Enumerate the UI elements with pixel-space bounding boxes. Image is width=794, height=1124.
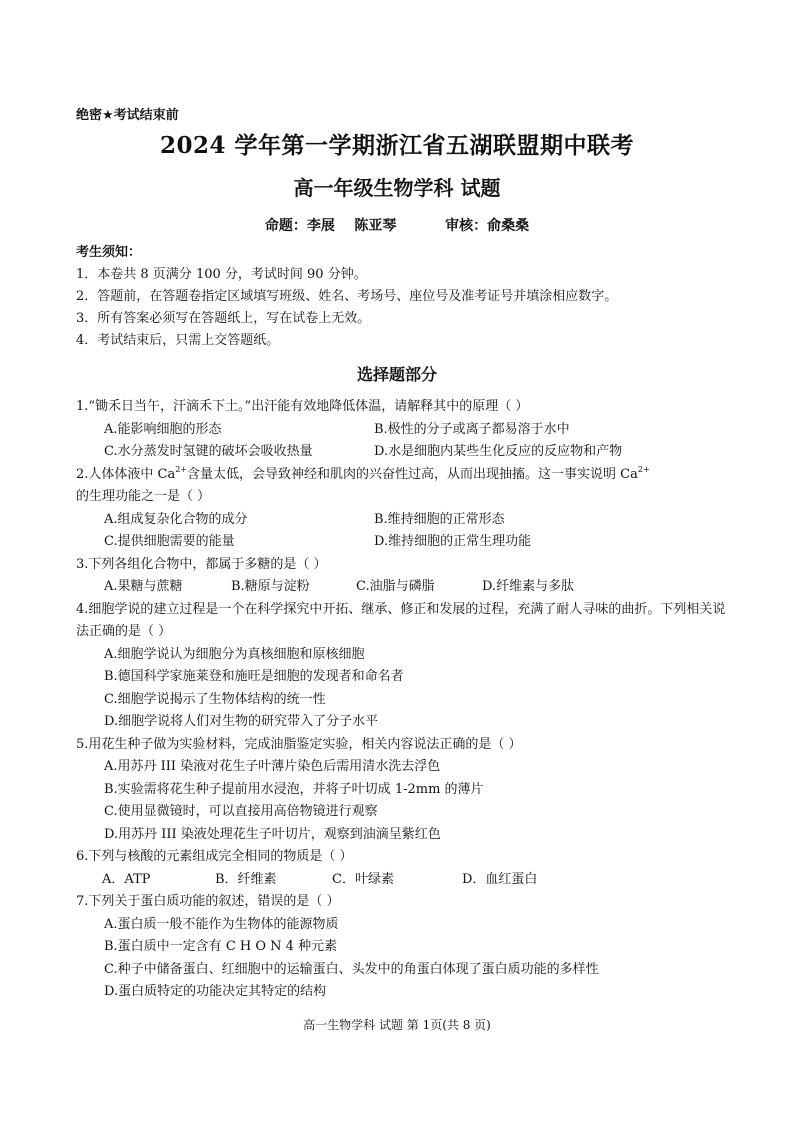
option-c: C.提供细胞需要的能量 <box>104 534 235 549</box>
option-d: D.水是细胞内某些生化反应的反应物和产物 <box>374 444 623 459</box>
page-footer: 高一生物学科 试题 第 1页(共 8 页) <box>303 1018 491 1032</box>
stem-part: 2.人体体液中 Ca <box>76 466 176 482</box>
notice-block <box>76 242 726 352</box>
exam-title: 2024 学年第一学期浙江省五湖联盟期中联考 <box>159 132 635 159</box>
stem-part: 的生理功能之一是（ ） <box>76 489 211 504</box>
question-list <box>76 396 726 1004</box>
superscript: 2+ <box>175 464 188 474</box>
option-c: C．叶绿素 <box>332 871 394 887</box>
notice-item: 2．答题前，在答题卷指定区域填写班级、姓名、考场号、座位号及准考证号并填涂相应数字。 <box>76 289 618 304</box>
question-6 <box>76 846 726 891</box>
option-c: C.细胞学说揭示了生物体结构的统一性 <box>104 691 326 707</box>
confidential-label: 绝密★考试结束前 <box>76 108 179 123</box>
question-4 <box>76 599 726 734</box>
question-stem <box>76 464 726 509</box>
option-b: B.维持细胞的正常形态 <box>374 511 505 527</box>
notice-item: 1．本卷共 8 页满分 100 分，考试时间 90 分钟。 <box>76 267 367 282</box>
question-7 <box>76 891 726 1004</box>
option-c: C.油脂与磷脂 <box>356 579 435 594</box>
question-stem: 3.下列各组化合物中，都属于多糖的是（ ） <box>76 556 327 572</box>
option-c: C.使用显微镜时，可以直接用高倍物镜进行观察 <box>104 804 378 819</box>
option-a: A.组成复杂化合物的成分 <box>104 511 248 527</box>
question-stem: 1.“锄禾日当午，汗滴禾下土。”出汗能有效地降低体温，请解释其中的原理（ ） <box>76 399 529 414</box>
option-c: C.水分蒸发时氢键的破坏会吸收热量 <box>104 444 313 459</box>
question-stem: 7.下列关于蛋白质功能的叙述，错误的是（ ） <box>76 894 340 909</box>
notice-item: 4．考试结束后，只需上交答题纸。 <box>76 333 280 348</box>
option-c: C.种子中储备蛋白、红细胞中的运输蛋白、头发中的角蛋白体现了蛋白质功能的多样性 <box>104 961 599 977</box>
section-title: 选择题部分 <box>356 365 437 384</box>
option-d: D.蛋白质特定的功能决定其特定的结构 <box>104 984 327 999</box>
option-d: D．血红蛋白 <box>462 871 538 887</box>
question-1 <box>76 396 726 464</box>
option-b: B.糖原与淀粉 <box>231 579 310 594</box>
option-a: A．ATP <box>102 871 151 887</box>
option-a: A.能影响细胞的形态 <box>104 421 222 437</box>
option-row <box>76 509 726 532</box>
stem-part: 含量太低，会导致神经和肌肉的兴奋性过高，从而出现抽搐。这一事实说明 Ca <box>187 466 638 482</box>
option-row <box>76 869 726 892</box>
option-row <box>76 441 726 464</box>
option-d: D.用苏丹 III 染液处理花生子叶切片，观察到油滴呈紫红色 <box>104 826 441 842</box>
option-b: B.蛋白质中一定含有 C H O N 4 种元素 <box>104 939 338 954</box>
question-stem: 5.用花生种子做为实验材料，完成油脂鉴定实验，相关内容说法正确的是（ ） <box>76 736 522 752</box>
option-a: A.细胞学说认为细胞分为真核细胞和原核细胞 <box>104 646 365 662</box>
option-d: D.细胞学说将人们对生物的研究带入了分子水平 <box>104 714 379 729</box>
option-a: A.果糖与蔗糖 <box>104 579 183 594</box>
option-d: D.纤维素与多肽 <box>482 579 575 594</box>
option-row <box>76 576 726 599</box>
option-a: A.用苏丹 III 染液对花生子叶薄片染色后需用清水洗去浮色 <box>104 759 441 774</box>
option-b: B．纤维素 <box>215 871 277 887</box>
superscript: 2+ <box>637 464 650 474</box>
option-d: D.维持细胞的正常生理功能 <box>374 534 532 549</box>
notice-title: 考生须知： <box>76 245 142 260</box>
question-5 <box>76 734 726 847</box>
option-row <box>76 419 726 442</box>
authors-line: 命题：李展 陈亚琴 审核：俞桑桑 <box>264 218 530 234</box>
question-2 <box>76 464 726 554</box>
question-stem: 6.下列与核酸的元素组成完全相同的物质是（ ） <box>76 849 353 864</box>
question-stem: 4.细胞学说的建立过程是一个在科学探究中开拓、继承、修正和发展的过程，充满了耐人寻味的曲折。下列相关说法正确的是（ ） <box>76 601 726 639</box>
exam-subtitle: 高一年级生物学科 试题 <box>293 176 501 200</box>
notice-item: 3．所有答案必须写在答题纸上，写在试卷上无效。 <box>76 311 371 326</box>
option-b: B.德国科学家施莱登和施旺是细胞的发现者和命名者 <box>104 669 404 684</box>
option-row <box>76 531 726 554</box>
question-3 <box>76 554 726 599</box>
option-b: B.极性的分子或离子都易溶于水中 <box>374 421 570 437</box>
option-b: B.实验需将花生种子提前用水浸泡，并将子叶切成 1-2mm 的薄片 <box>104 781 484 797</box>
option-a: A.蛋白质一般不能作为生物体的能源物质 <box>104 916 339 932</box>
